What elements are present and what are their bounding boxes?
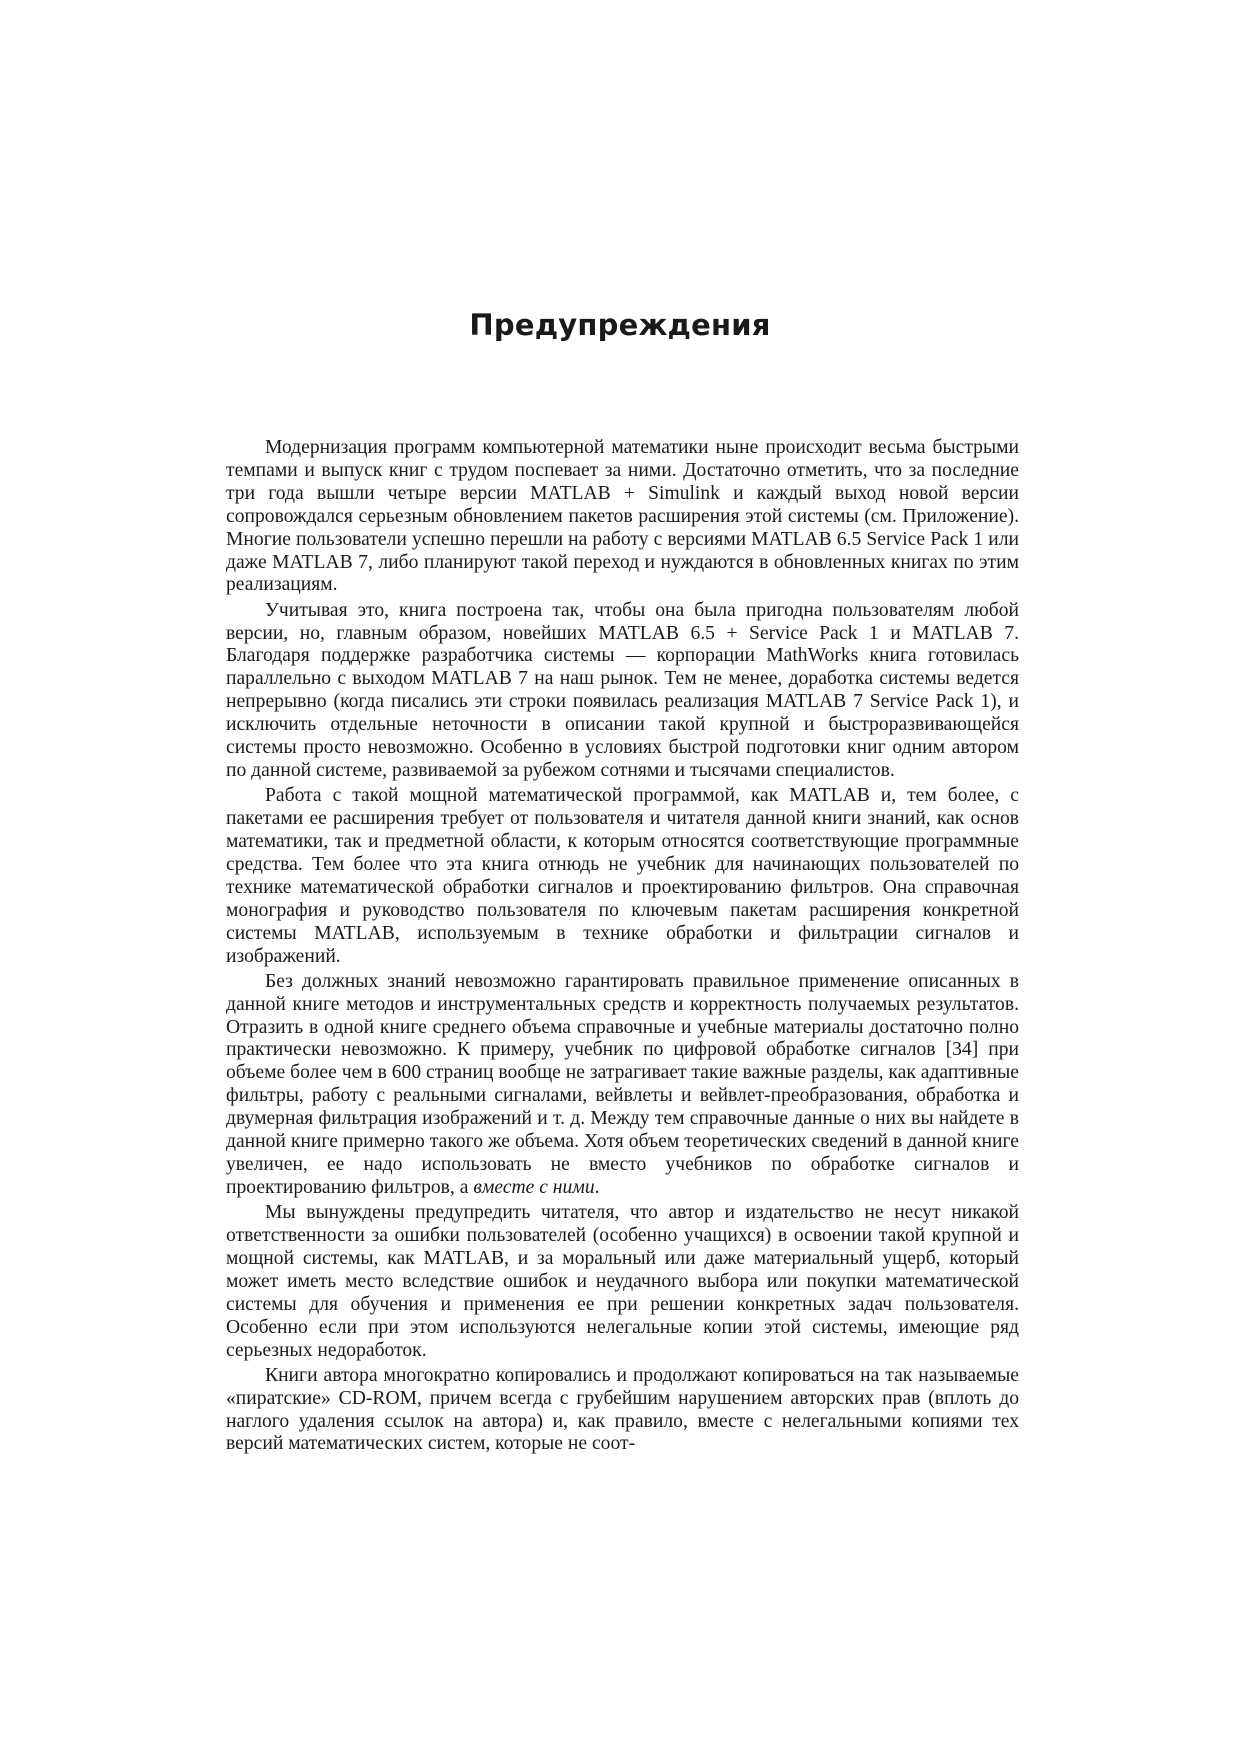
paragraph-1: Модернизация программ компьютерной математики ныне происходит весьма быстрыми темпами и выпуск книг с трудом поспевает за ними. Достаточно отметить, что за последние три года вышли четыре версии MATLAB + Simulink и каждый выход новой версии сопровождался серьезным обновлением пакетов расширения этой системы (см. Приложение). Многие пользователи успешно перешли на работу с версиями MATLAB 6.5 Service Pack 1 или даже MATLAB 7, либо планируют такой переход и нуждаются в обновленных книгах по этим реализациям. xyxy=(226,437,1019,596)
page-title: Предупреждения xyxy=(469,308,771,342)
paragraph-6: Книги автора многократно копировались и продолжают копироваться на так называемые «пиратские» CD-ROM, причем всегда с грубейшим нарушением авторских прав (вплоть до наглого удаления ссылок на автора) и, как правило, вместе с нелегальными копиями тех версий математических систем, которые не соот- xyxy=(226,1364,1019,1455)
paragraph-4-text: Без должных знаний невозможно гарантировать правильное применение описанных в данной книге методов и инструментальных средств и корректность получаемых результатов. Отразить в одной книге среднего объема справочные и учебные материалы достаточно полно практически невозможно. К примеру, учебник по цифровой обработке сигналов [34] при объеме более чем в 600 страниц вообще не затрагивает такие важные разделы, как адаптивные фильтры, работу с реальными сигналами, вейвлеты и вейвлет-преобразования, обработка и двумерная фильтрация изображений и т. д. Между тем справочные данные о них вы найдете в данной книге примерно такого же объема. Хотя объем теоретических сведений в данной книге увеличен, ее надо использовать не вместо учебников по обработке сигналов и проектированию фильтров, а xyxy=(226,970,1019,1198)
paragraph-4-emphasis: вместе с ними xyxy=(473,1176,595,1198)
paragraph-3: Работа с такой мощной математической программой, как MATLAB и, тем более, с пакетами ее расширения требует от пользователя и читателя данной книги знаний, как основ математики, так и предметной области, к которым относятся соответствующие программные средства. Тем более что эта книга отнюдь не учебник для начинающих пользователей по технике математической обработки сигналов и проектированию фильтров. Она справочная монография и руководство пользователя по ключевым пакетам расширения конкретной системы MATLAB, используемым в технике обработки и фильтрации сигналов и изображений. xyxy=(226,785,1019,967)
paragraph-5: Мы вынуждены предупредить читателя, что автор и издательство не несут никакой ответственности за ошибки пользователей (особенно учащихся) в освоении такой крупной и мощной системы, как MATLAB, и за моральный или даже материальный ущерб, который может иметь место вследствие ошибок и неудачного выбора или покупки математической системы для обучения и применения ее при решении конкретных задач пользователя. Особенно если при этом используются нелегальные копии этой системы, имеющие ряд серьезных недоработок. xyxy=(226,1202,1019,1361)
body-text xyxy=(226,437,1019,1456)
paragraph-4-tail: . xyxy=(594,1176,600,1198)
paragraph-4 xyxy=(226,971,1019,1200)
paragraph-2: Учитывая это, книга построена так, чтобы она была пригодна пользователям любой версии, но, главным образом, новейших MATLAB 6.5 + Service Pack 1 и MATLAB 7. Благодаря поддержке разработчика системы — корпорации MathWorks книга готовилась параллельно с выходом MATLAB 7 на наш рынок. Тем не менее, доработка системы ведется непрерывно (когда писались эти строки появилась реализация MATLAB 7 Service Pack 1), и исключить отдельные неточности в описании такой крупной и быстроразвивающейся системы просто невозможно. Особенно в условиях быстрой подготовки книг одним автором по данной системе, развиваемой за рубежом сотнями и тысячами специалистов. xyxy=(226,599,1019,781)
